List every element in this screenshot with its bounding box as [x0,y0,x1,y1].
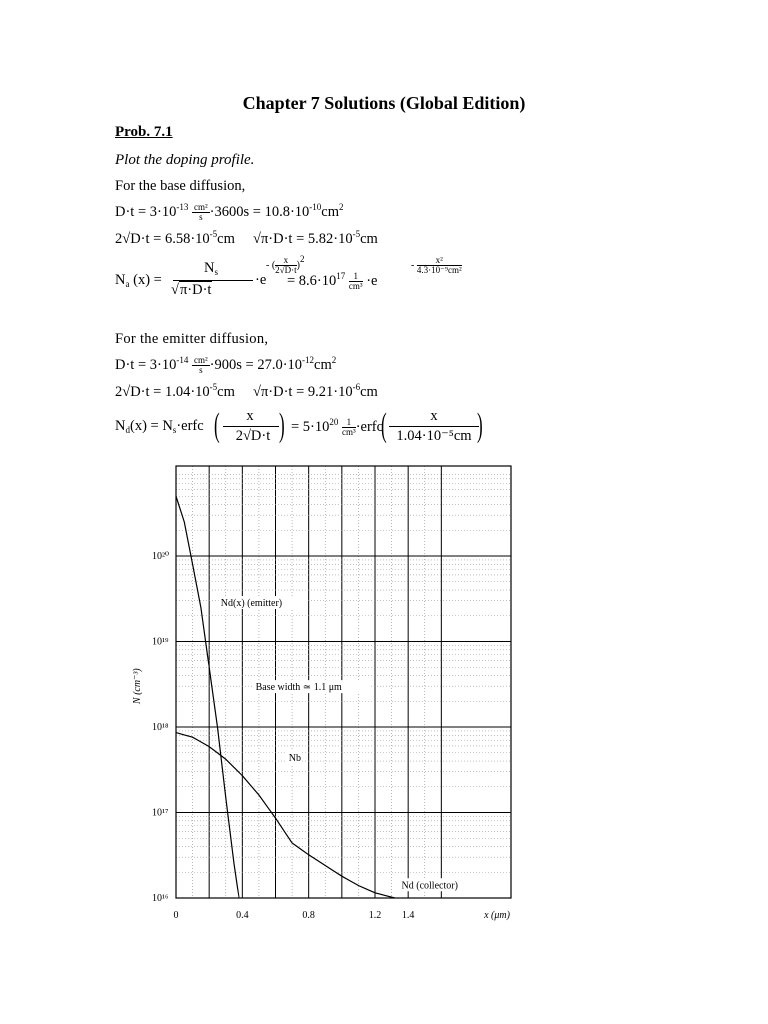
y-tick-label: 10¹⁸ [152,722,169,733]
series-emitter-curve [176,496,239,898]
emitter-diffusion-heading: For the emitter diffusion, [115,331,269,347]
chart-annotation: Nb [288,753,302,765]
chart-annotation: Nd(x) (emitter) [220,598,283,610]
x-tick-label: 0.4 [236,910,249,921]
base-diffusion-heading: For the base diffusion, [115,178,246,194]
chart-annotation: Base width ≃ 1.1 μm [255,682,342,694]
x-tick-label: 0 [173,910,179,921]
x-tick-label: 0.8 [302,910,315,921]
y-axis-label: N (cm⁻³) [132,668,143,705]
x-tick-label: 1.4 [401,910,415,921]
problem-task: Plot the doping profile. [115,152,255,168]
chart-annotation: Nd (collector) [401,880,458,892]
emitter-dt-equation: $D\cdot t = 3\cdot 10^{-14}$ $\frac{\text{cm²}}{s}$ $\cdot 900s = 27.0\cdot 10^{-12}cm^2$ [115,354,337,375]
emitter-length-equation: $2√D\cdot t = 1.04\cdot 10^{-5}cm$ $√\pi\cdot D\cdot t = 9.21\cdot 10^{-6}cm$ [115,382,378,400]
x-axis-label: x (μm) [484,910,510,921]
y-tick-label: 10¹⁶ [152,893,169,904]
problem-number: Prob. 7.1 [115,124,173,140]
x-tick-label: 1.2 [368,910,382,921]
doping-profile-chart [0,450,768,940]
page-title: Chapter 7 Solutions (Global Edition) [242,93,526,113]
base-dt-equation: $D\cdot t = 3\cdot 10^{-13}$ $\frac{\text{cm²}}{s}$ $\cdot 3600s = 10.8\cdot 10^{-10}cm^2$ [115,201,344,222]
y-tick-label: 10¹⁹ [152,636,169,648]
base-length-equation: $2√D\cdot t = 6.58\cdot 10^{-5}cm$ $√\pi\cdot D\cdot t = 5.82\cdot 10^{-5}cm$ [115,229,378,247]
y-tick-label: 10¹⁷ [152,807,169,819]
y-tick-label: 10²⁰ [152,551,170,562]
